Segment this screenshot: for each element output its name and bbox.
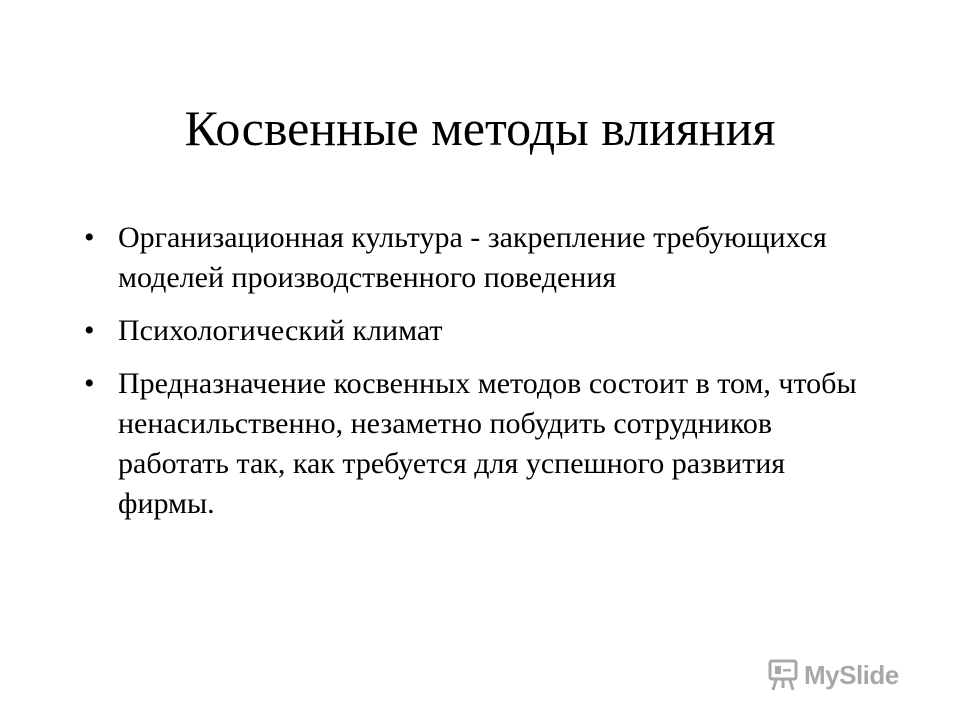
- bullet-item: [80, 218, 880, 298]
- slide-title: Косвенные методы влияния: [184, 100, 776, 156]
- bullet-dot: •: [84, 314, 95, 347]
- watermark-text: MySlide: [804, 659, 899, 690]
- presentation-board-icon: [768, 658, 798, 692]
- bullet-text: Организационная культура - закрепление требующихся моделей производственного поведения: [118, 221, 827, 294]
- bullet-text: Психологический климат: [118, 314, 443, 347]
- bullet-item: [80, 364, 880, 524]
- bullet-dot: •: [84, 367, 95, 400]
- bullet-list: [80, 218, 880, 537]
- bullet-dot: •: [84, 221, 95, 254]
- myslide-watermark: [768, 655, 899, 695]
- bullet-item: [80, 311, 880, 351]
- bullet-text: Предназначение косвенных методов состоит в том, чтобы ненасильственно, незаметно побудить сотрудников работать так, как требуется для успешного развития фирмы.: [118, 367, 857, 520]
